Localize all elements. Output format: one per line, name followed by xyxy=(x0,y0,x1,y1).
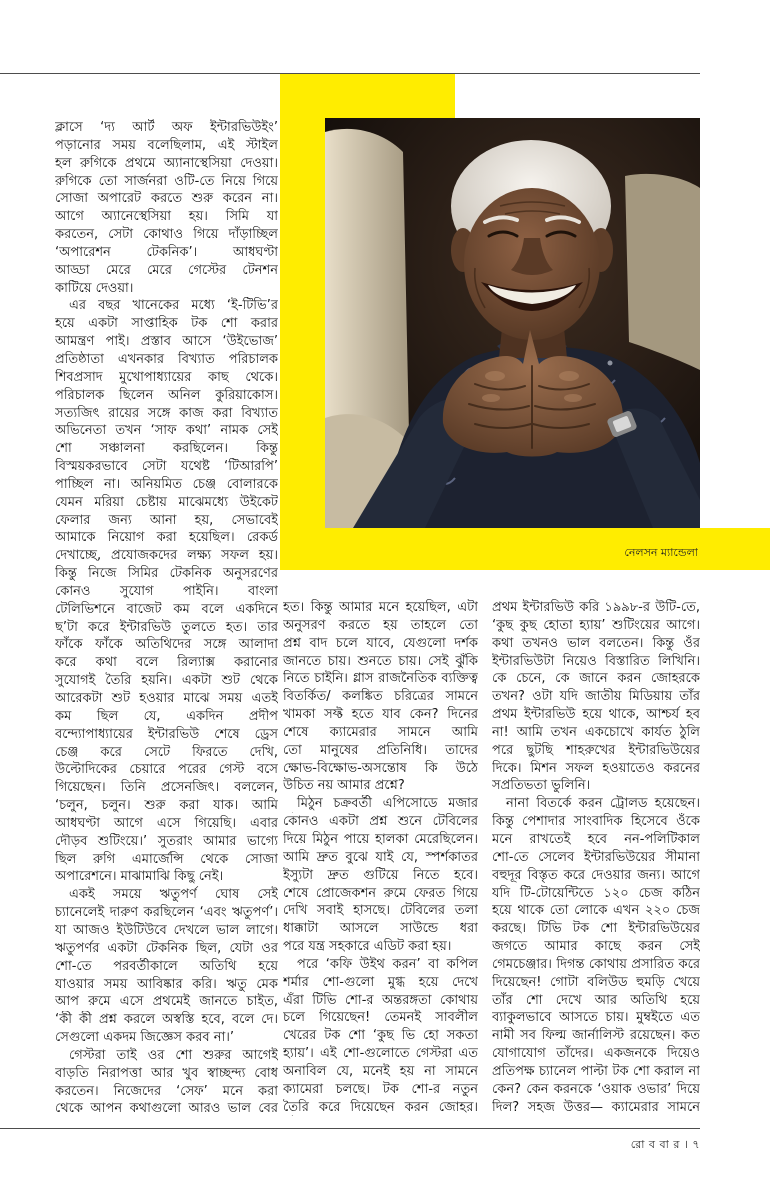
text-line: দিয়েছেন! গোটা বলিউড হুমড়ি খেয়ে xyxy=(492,974,700,990)
text-line: উল্টোদিকের চেয়ারে পরের গেস্ট বসে xyxy=(55,762,278,778)
text-line: চ্যানেলেই দারুণ করছিলেন ‘এবং ঋতুপর্ণ’। xyxy=(55,905,278,921)
text-line: আগে অ্যানেস্থেসিয়া হয়। সিমি যা xyxy=(55,209,278,225)
text-line: হয়ে থাকে তো লোকে এখন ২২০ চেজ xyxy=(492,903,700,919)
text-line: ফাঁকে ফাঁকে অতিথিদের সঙ্গে আলাদা xyxy=(55,637,278,653)
text-line: দৌড়ব শুটিংয়ে।’ সুতরাং আমার ভাগ্যে xyxy=(55,833,278,849)
text-line: শিবপ্রসাদ মুখোপাধ্যায়ের কাছ থেকে। xyxy=(55,369,278,385)
text-line: ‘কী কী প্রশ্ন করলে অস্বস্তি হবে, বলে দে। xyxy=(55,1012,278,1028)
photo-caption: নেলসন ম্যান্ডেলা xyxy=(624,546,698,559)
accent-strip-left xyxy=(280,74,325,570)
text-line: নিতে চাইনি। গ্লাস রাজনৈতিক ব্যক্তিত্ব xyxy=(283,671,478,687)
text-line: চেঞ্জ করে সেটে ফিরতে দেখি, xyxy=(55,744,278,760)
text-line: এঁরা টিভি শো-র অন্তরঙ্গতা কোথায় xyxy=(283,992,478,1008)
text-line: শো সঞ্চালনা করছিলেন। কিন্তু xyxy=(55,441,278,457)
text-line: কেন? কেন করনকে ‘ওয়াক ওভার’ দিয়ে xyxy=(492,1081,700,1097)
text-line: আমাকে নিয়োগ করা হয়েছিল। রেকর্ড xyxy=(55,530,278,546)
text-line: হ্যায়’। এই শো-গুলোতে গেস্টরা এত xyxy=(283,1046,478,1062)
text-line: চলে গিয়েছেন! তেমনই সাবলীল xyxy=(283,1010,478,1026)
text-line: খামকা সফ্ট হতে যাব কেন? দিনের xyxy=(283,707,478,723)
text-line: বিতর্কিত/ কলঙ্কিত চরিত্রের সামনে xyxy=(283,689,478,705)
text-line: তখন? ওটা যদি জাতীয় মিডিয়ায় তাঁর xyxy=(492,689,700,705)
text-line: আড্ডা মেরে মেরে গেস্টের টেনশন xyxy=(55,262,278,278)
text-line: একই সময়ে ঋতুপর্ণ ঘোষ সেই xyxy=(69,887,278,903)
text-line: বিস্ময়করভাবে সেটা যথেষ্ট ‘টিআরপি’ xyxy=(55,459,278,475)
paragraph xyxy=(55,1047,278,1118)
text-line: শো-তে পরবর্তীকালে অতিথি হয়ে xyxy=(55,958,278,974)
text-line: আপ রুমে এসে প্রথমেই জানতে চাইত, xyxy=(55,994,278,1010)
text-line: এর বছর খানেকের মধ্যে ‘ই-টিভি’র xyxy=(69,298,278,314)
text-line: বহুদূর বিস্তৃত করে দেওয়ার জন্য। আগে xyxy=(492,867,700,883)
text-line: ক্ষোভ-বিক্ষোভ-অসন্তোষ কি উঠে xyxy=(283,760,478,776)
text-line: গেমচেঞ্জার। দিগন্ত কোথায় প্রসারিত করে xyxy=(492,956,700,972)
paragraph xyxy=(283,795,478,956)
text-line: প্রতিপক্ষ চ্যানেল পাল্টা টক শো করাল না xyxy=(492,1063,700,1079)
text-line: পরে যন্ত্র সহকারে এডিট করা হয়। xyxy=(283,939,452,955)
article-column-middle xyxy=(283,599,478,1116)
paragraph xyxy=(283,956,478,1117)
text-line: কথা তখনও ভাল বলতেন। কিন্তু ওঁর xyxy=(492,635,700,651)
text-line: তো মানুষের প্রতিনিধি। তাদের xyxy=(283,742,478,758)
text-line: নানা বিতর্কে করন ট্রোলড হয়েছেন। xyxy=(506,796,700,812)
article-column-right xyxy=(492,599,700,1116)
text-line: যেমন মরিয়া চেষ্টায় মাঝেমধ্যে উইকেট xyxy=(55,494,278,510)
text-line: করছে। টিভি টক শো ইন্টারভিউয়ের xyxy=(492,921,700,937)
text-line: কোনও সুযোগ পাইনি। বাংলা xyxy=(55,583,278,599)
text-line: যোগাযোগ তাঁদের। একজনকে দিয়েও xyxy=(492,1046,700,1062)
text-line: সোজা অপারেট করতে শুরু করেন না। xyxy=(55,191,278,207)
text-line: শেষে ক্যামেরার সামনে আমি xyxy=(283,724,478,740)
text-line: অনাবিল যে, মনেই হয় না সামনে xyxy=(283,1063,478,1079)
text-line: তৈরি করে দিয়েছেন করন জোহর। xyxy=(283,1099,478,1115)
text-line: নামী সব ফিল্ম জার্নালিস্ট রয়েছেন। কত xyxy=(492,1028,700,1044)
text-line: ‘অপারেশন টেকনিক’। আধঘণ্টা xyxy=(55,244,278,260)
paragraph xyxy=(283,599,478,795)
text-line: পরিচালক ছিলেন অনিল কুরিয়াকোস। xyxy=(55,387,278,403)
text-line: ‘কুছ কুছ হোতা হ্যায়’ শুটিংয়ের আগে। xyxy=(492,617,700,633)
text-line: দেখাচ্ছে, প্রযোজকদের লক্ষ্য সফল হয়। xyxy=(55,548,278,564)
text-line: বাড়তি নিরাপত্তা আর খুব স্বাচ্ছন্দ্য বোধ xyxy=(55,1065,278,1081)
text-line: দিয়ে মিঠুন পায়ে হালকা মেরেছিলেন। xyxy=(283,831,478,847)
paragraph xyxy=(55,119,278,297)
text-line: মিঠুন চক্রবর্তী এপিসোডে মজার xyxy=(297,796,478,812)
text-line: ফেলার জন্য আনা হয়, সেভাবেই xyxy=(55,512,278,528)
page-footer-label: রো ব বা র । ৭ xyxy=(630,1138,700,1151)
footer-rule xyxy=(0,1128,700,1129)
text-line: রুগিকে তো সার্জনরা ওটি-তে নিয়ে গিয়ে xyxy=(55,173,278,189)
text-line: জগতে আমার কাছে করন সেই xyxy=(492,939,700,955)
text-line: কম ছিল যে, একদিন প্রদীপ xyxy=(55,708,278,724)
text-line: বন্দ্যোপাধ্যায়ের ইন্টারভিউ শেষে ড্রেস xyxy=(55,726,278,742)
text-line: ঋতুপর্ণর একটা টেকনিক ছিল, যেটা ওর xyxy=(55,940,278,956)
text-line: শর্মার শো-গুলো মুগ্ধ হয়ে দেখে xyxy=(283,974,478,990)
text-line: হল রুগিকে প্রথমে অ্যানাস্থেসিয়া দেওয়া। xyxy=(55,155,278,171)
text-line: আধঘণ্টা আগে এসে গিয়েছি। এবার xyxy=(55,815,278,831)
text-line: প্রথম ইন্টারভিউ হয়ে থাকে, আশ্চর্য হব xyxy=(492,707,700,723)
text-line: আমন্ত্রণ পাই। প্রস্তাব আসে ‘উইভোজ’ xyxy=(55,334,278,350)
text-line: সত্যজিৎ রায়ের সঙ্গে কাজ করা বিখ্যাত xyxy=(55,405,278,421)
article-column-left xyxy=(55,119,278,1118)
text-line: মনে রাখতেই হবে নন-পলিটিকাল xyxy=(492,831,700,847)
text-line: সেগুলো একদম জিজ্ঞেস করব না।’ xyxy=(55,1030,235,1046)
text-line: তাঁর শো দেখে আর অতিথি হয়ে xyxy=(492,992,700,1008)
text-line: ক্লাসে ‘দ্য আর্ট অফ ইন্টারভিউইং’ xyxy=(55,120,278,135)
text-line: না! আমি তখন একচোখে কার্যত ঠুলি xyxy=(492,724,700,740)
paragraph xyxy=(492,599,700,795)
text-line: কে চেনে, কে জানে করন জোহরকে xyxy=(492,671,700,687)
text-line: গেস্টরা তাই ওর শো শুরুর আগেই xyxy=(69,1047,278,1063)
text-line: সপ্রতিভতা ভুলিনি। xyxy=(492,778,591,794)
text-line: দিল? সহজ উত্তর— ক্যামেরার সামনে xyxy=(492,1099,700,1115)
text-line: অভিনেতা তখন ‘সাফ কথা’ নামক সেই xyxy=(55,423,278,439)
text-line: উচিত নয় আমার প্রশ্নে? xyxy=(283,778,405,794)
text-line: যদি টি-টোয়েন্টিতে ১২০ চেজ কঠিন xyxy=(492,885,700,901)
text-line: পরে ছুটছি শাহরুখের ইন্টারভিউয়ের xyxy=(492,742,700,758)
text-line: জানতে চায়। শুনতে চায়। সেই ঝুঁকি xyxy=(283,653,478,669)
text-line: হয়ে একটা সাপ্তাহিক টক শো করার xyxy=(55,316,278,332)
text-line: প্রথম ইন্টারভিউ করি ১৯৯৮-র উটি-তে, xyxy=(492,600,700,615)
paragraph xyxy=(492,795,700,1116)
text-line: করে কথা বলে রিল্যাক্স করানোর xyxy=(55,655,278,671)
portrait-illustration xyxy=(325,118,700,528)
text-line: যাওয়ার সময় আবিষ্কার করি। ঋতু মেক xyxy=(55,976,278,992)
text-line: অপারেশনে। মাঝামাঝি কিছু নেই। xyxy=(55,869,224,885)
text-line: পাচ্ছিল না। অনিয়মিত চেঞ্জ বোলারকে xyxy=(55,476,278,492)
text-line: ক্যামেরা চলছে। টক শো-র নতুন xyxy=(283,1081,478,1097)
text-line: টেলিভিশনে বাজেট কম বলে একদিনে xyxy=(55,601,278,617)
text-line: ইন্টারভিউটা নিয়েও বিস্তারিত লিখিনি। xyxy=(492,653,700,669)
text-line: কোনও একটা প্রশ্ন শুনে টেবিলের xyxy=(283,814,478,830)
text-line: থেকে আপন কথাগুলো আরও ভাল বের xyxy=(55,1101,278,1117)
text-line: পরে ‘কফি উইথ করন’ বা কপিল xyxy=(297,956,478,972)
portrait-photo xyxy=(325,118,700,528)
text-line: ছ’টা করে ইন্টারভিউ তুলতে হত। তার xyxy=(55,619,278,635)
text-line: হত। কিন্তু আমার মনে হয়েছিল, এটা xyxy=(283,600,478,615)
text-line: করতেন, সেটা কোথাও গিয়ে দাঁড়াচ্ছিল xyxy=(55,227,278,243)
text-line: প্রশ্ন বাদ চলে যাবে, যেগুলো দর্শক xyxy=(283,635,478,651)
text-line: আরেকটা শুট হওয়ার মাঝে সময় এতই xyxy=(55,691,278,706)
text-line: ধাক্কাটা আসলে সাউন্ডে ধরা xyxy=(283,921,478,937)
text-line: পড়ানোর সময় বলেছিলাম, এই স্টাইল xyxy=(55,137,278,153)
text-line: করতেন। নিজেদের ‘সেফ’ মনে করা xyxy=(55,1083,278,1099)
text-line: ব্যাকুলভাবে আসতে চায়। মুম্বইতে এত xyxy=(492,1010,700,1026)
text-line: শেষে প্রোজেকশন রুমে ফেরত গিয়ে xyxy=(283,885,478,901)
text-line: কাটিয়ে দেওয়া। xyxy=(55,280,134,296)
paragraph xyxy=(55,297,278,886)
text-line: অনুসরণ করতে হয় তাহলে তো xyxy=(283,617,478,633)
paragraph xyxy=(55,886,278,1047)
text-line: প্রতিষ্ঠাতা এখনকার বিখ্যাত পরিচালক xyxy=(55,351,278,367)
text-line: কিন্তু পেশাদার সাংবাদিক হিসেবে ওঁকে xyxy=(492,814,700,830)
text-line: ছিল রুগি এমার্জেন্সি থেকে সোজা xyxy=(55,851,278,867)
text-line: কিন্তু নিজে সিমির টেকনিক অনুসরণের xyxy=(55,566,278,582)
text-line: গিয়েছেন। তিনি প্রসেনজিৎ। বললেন, xyxy=(55,780,278,796)
text-line: ‘চলুন, চলুন। শুরু করা যাক। আমি xyxy=(55,798,278,814)
text-line: আমি দ্রুত বুঝে যাই যে, স্পর্শকাতর xyxy=(283,849,478,865)
text-line: দেখি সবাই হাসছে। টেবিলের তলা xyxy=(283,903,478,919)
text-line: খেরের টক শো ‘কুছ ভি হো সকতা xyxy=(283,1028,478,1044)
text-line: সুযোগই তৈরি হয়নি। একটা শুট থেকে xyxy=(55,673,278,689)
text-line: ইস্যুটা দ্রুত গুটিয়ে নিতে হবে। xyxy=(283,867,478,883)
text-line: যা আজও ইউটিউবে দেখলে ভাল লাগে। xyxy=(55,922,278,938)
text-line: দিকে। মিশন সফল হওয়াতেও করনের xyxy=(492,760,700,776)
text-line: শো-তে সেলেব ইন্টারভিউয়ের সীমানা xyxy=(492,849,700,865)
